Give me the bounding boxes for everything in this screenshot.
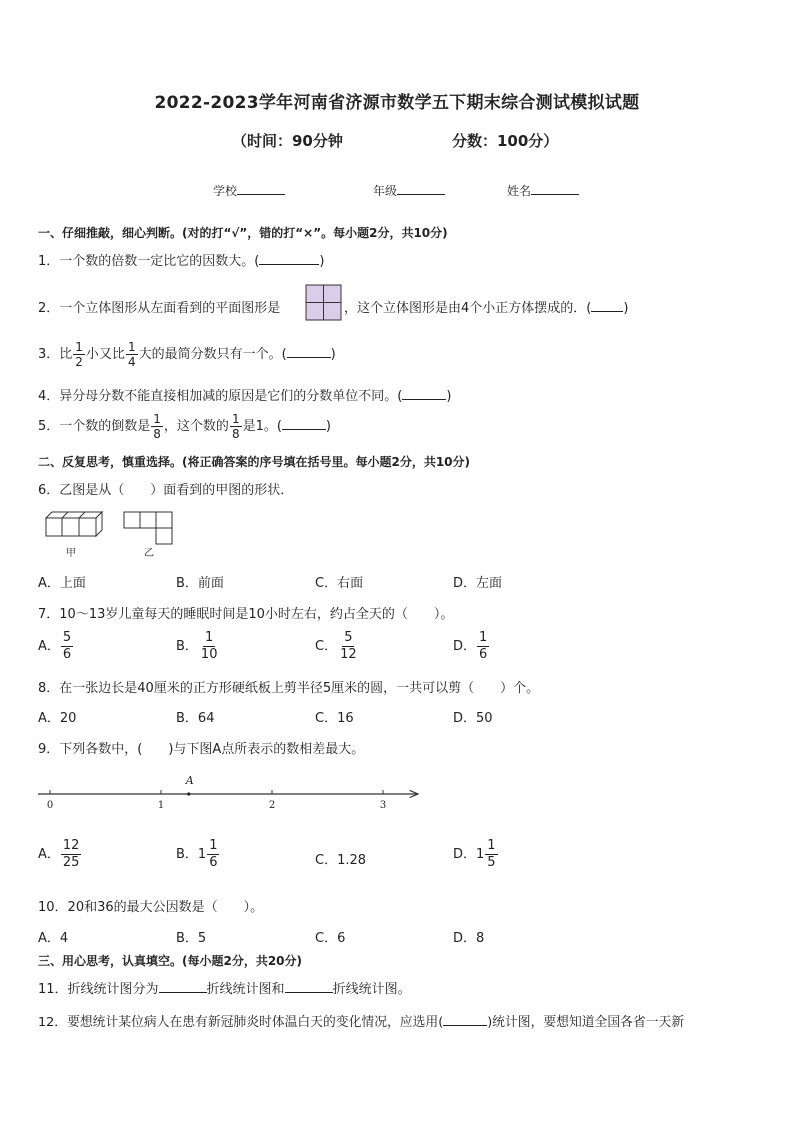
q6-option-d[interactable]: D．左面 <box>453 576 503 591</box>
school-field <box>213 182 285 199</box>
answer-blank-3[interactable] <box>287 357 331 358</box>
section3-heading: 三、用心思考，认真填空。(每小题2分，共20分) <box>38 954 303 968</box>
answer-blank-2[interactable] <box>591 311 623 312</box>
q7-option-a[interactable]: A． $\frac{5}{6}$ <box>38 630 72 662</box>
figure-yi-squares <box>124 512 172 544</box>
fraction-half: $\frac{1}{2}$ <box>75 340 83 369</box>
exam-time: （时间：90分钟 <box>232 132 343 150</box>
q9-option-c[interactable]: C．1.28 <box>315 853 367 868</box>
q10-option-c[interactable]: C．6 <box>315 931 346 946</box>
page-title: 2022-2023学年河南省济源市数学五下期末综合测试模拟试题 <box>154 93 640 113</box>
q9-option-b[interactable]: B．1 $\frac{1}{6}$ <box>176 838 218 870</box>
answer-blank-11b[interactable] <box>285 992 333 993</box>
fraction-eighth-b: $\frac{1}{8}$ <box>231 412 240 441</box>
number-line-ticks <box>47 790 386 811</box>
q7-option-c[interactable]: C． $\frac{5}{12}$ <box>315 630 357 662</box>
figure-yi-label: 乙 <box>144 548 154 559</box>
name-field <box>507 182 579 199</box>
question-11: 11．折线统计图分为 折线统计图和 折线统计图。 <box>38 982 411 997</box>
question-1: 1．一个数的倍数一定比它的因数大。( ) <box>38 254 325 269</box>
answer-blank-4[interactable] <box>402 399 446 400</box>
q6-figures <box>40 508 190 560</box>
point-a-label: A <box>185 774 194 787</box>
question-5: 5．一个数的倒数是 $\frac{1}{8}$ ，这个数的 $\frac{1}{8}$ 是1。( ) <box>38 412 331 441</box>
section1-heading: 一、仔细推敲，细心判断。(对的打“√”，错的打“×”。每小题2分，共10分) <box>38 226 448 240</box>
q7-option-d[interactable]: D． $\frac{1}{6}$ <box>453 630 488 662</box>
number-line <box>30 770 430 812</box>
q10-option-a[interactable]: A．4 <box>38 931 69 946</box>
fraction-eighth-a: $\frac{1}{8}$ <box>153 412 161 441</box>
number-line-tick-label-1: 1 <box>157 800 165 811</box>
question-2-cont: ，这个立体图形是由4个小正方体摆成的．( ) <box>344 301 629 316</box>
fraction-quarter: $\frac{1}{4}$ <box>127 340 136 369</box>
left-view-figure <box>305 284 342 321</box>
number-line-tick-label-0: 0 <box>46 800 54 811</box>
answer-blank-1[interactable] <box>259 264 319 265</box>
question-4: 4．异分母分数不能直接相加减的原因是它们的分数单位不同。( ) <box>38 389 452 404</box>
question-10: 10．20和36的最大公因数是（ ）。 <box>38 900 264 915</box>
number-line-tick-label-2: 2 <box>268 800 276 811</box>
section2-heading: 二、反复思考，慎重选择。(将正确答案的序号填在括号里。每小题2分，共10分) <box>38 455 471 469</box>
point-a-marker <box>187 792 190 795</box>
question-2: 2．一个立体图形从左面看到的平面图形是 <box>38 301 281 316</box>
answer-blank-11a[interactable] <box>159 992 207 993</box>
grade-blank[interactable] <box>397 194 445 195</box>
q8-option-b[interactable]: B．64 <box>176 711 215 726</box>
figure-jia-cubes <box>46 512 102 536</box>
q10-option-d[interactable]: D．8 <box>453 931 485 946</box>
number-line-tick-label-3: 3 <box>379 800 387 811</box>
grade-field <box>373 182 445 199</box>
figure-jia-label: 甲 <box>66 548 76 559</box>
question-7: 7．10～13岁儿童每天的睡眠时间是10小时左右，约占全天的（ ）。 <box>38 607 454 622</box>
question-6: 6．乙图是从（ ）面看到的甲图的形状． <box>38 483 294 498</box>
q6-option-b[interactable]: B．前面 <box>176 576 224 591</box>
school-label: 学校 <box>213 184 238 198</box>
name-blank[interactable] <box>531 194 579 195</box>
exam-score: 分数：100分） <box>452 132 559 150</box>
question-12: 12．要想统计某位病人在患有新冠肺炎时体温白天的变化情况，应选用( )统计图，要想知道全国各省一天新 <box>38 1015 685 1030</box>
q7-option-b[interactable]: B． $\frac{1}{10}$ <box>176 630 218 662</box>
question-9: 9．下列各数中，( )与下图A点所表示的数相差最大。 <box>38 742 365 757</box>
q6-option-a[interactable]: A．上面 <box>38 576 86 591</box>
q6-option-c[interactable]: C．右面 <box>315 576 364 591</box>
school-blank[interactable] <box>237 194 285 195</box>
name-label: 姓名 <box>507 184 532 198</box>
q10-option-b[interactable]: B．5 <box>176 931 207 946</box>
answer-blank-12[interactable] <box>443 1025 487 1026</box>
q8-option-a[interactable]: A．20 <box>38 711 77 726</box>
q9-option-d[interactable]: D．1 $\frac{1}{5}$ <box>453 838 496 870</box>
q8-option-c[interactable]: C．16 <box>315 711 354 726</box>
q9-option-a[interactable]: A． $\frac{12}{25}$ <box>38 838 80 870</box>
question-8: 8．在一张边长是40厘米的正方形硬纸板上剪半径5厘米的圆，一共可以剪（ ）个。 <box>38 681 540 696</box>
q8-option-d[interactable]: D．50 <box>453 711 493 726</box>
grade-label: 年级 <box>373 184 398 198</box>
answer-blank-5[interactable] <box>282 429 326 430</box>
question-3: 3．比 $\frac{1}{2}$ 小又比 $\frac{1}{4}$ 大的最简分数只有一个。( ) <box>38 340 336 369</box>
